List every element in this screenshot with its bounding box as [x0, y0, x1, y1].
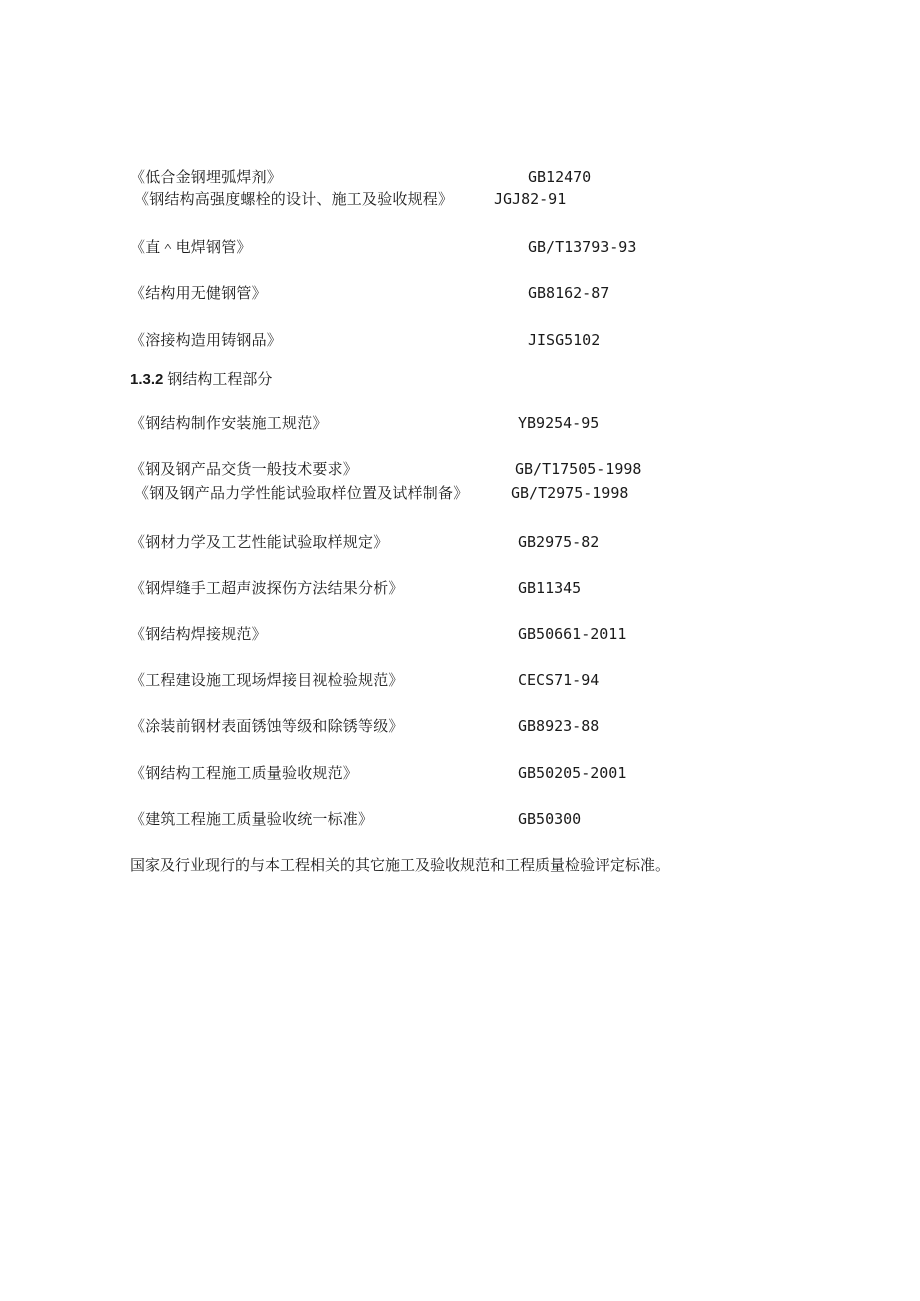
- standard-row: [0, 187, 920, 211]
- standard-row: [0, 457, 920, 481]
- standard-title: 《钢结构工程施工质量验收规范》: [130, 764, 359, 782]
- standard-row: [0, 714, 920, 738]
- standard-row: [0, 481, 920, 505]
- standard-title: 《钢结构高强度螺栓的设计、施工及验收规程》: [134, 190, 454, 208]
- standard-code: GB50661-2011: [518, 625, 627, 643]
- section-number: 1.3.2: [130, 371, 164, 388]
- standard-code: CECS71-94: [518, 671, 600, 689]
- standard-row: [0, 622, 920, 646]
- standard-title: 《钢及钢产品交货一般技术要求》: [130, 460, 359, 478]
- standard-code: GB8923-88: [518, 717, 600, 735]
- standard-title: 《溶接构造用铸钢品》: [130, 331, 283, 349]
- standard-code: GB11345: [518, 579, 582, 597]
- standard-title: 《工程建设施工现场焊接目视检验规范》: [130, 671, 404, 689]
- standard-title: 《低合金钢埋弧焊剂》: [130, 168, 283, 186]
- standard-code: JISG5102: [528, 331, 601, 349]
- standard-title: 《钢结构制作安装施工规范》: [130, 414, 328, 432]
- section-title: 钢结构工程部分: [167, 370, 273, 388]
- standard-row: [0, 328, 920, 352]
- standard-row: [0, 411, 920, 435]
- standard-title: 《涂装前钢材表面锈蚀等级和除锈等级》: [130, 717, 404, 735]
- standard-row: [0, 281, 920, 305]
- standard-code: JGJ82-91: [494, 190, 567, 208]
- standard-row: [0, 576, 920, 600]
- standard-row: [0, 165, 920, 189]
- section-heading: [0, 367, 920, 391]
- standard-row: [0, 668, 920, 692]
- standard-row: [0, 807, 920, 831]
- standard-title: 《结构用无健钢管》: [130, 284, 267, 302]
- standard-title: 《钢焊缝手工超声波探伤方法结果分析》: [130, 579, 404, 597]
- standard-code: GB/T17505-1998: [515, 460, 642, 478]
- standard-title: 《钢结构焊接规范》: [130, 625, 267, 643]
- standard-title: 《建筑工程施工质量验收统一标准》: [130, 810, 374, 828]
- standard-code: GB50300: [518, 810, 582, 828]
- standard-title: 《钢材力学及工艺性能试验取样规定》: [130, 533, 389, 551]
- closing-paragraph: [0, 853, 920, 877]
- standard-title: 《直＾电焊钢管》: [130, 238, 252, 256]
- standard-row: [0, 761, 920, 785]
- standard-code: GB/T2975-1998: [511, 484, 629, 502]
- standard-code: YB9254-95: [518, 414, 600, 432]
- closing-text: 国家及行业现行的与本工程相关的其它施工及验收规范和工程质量检验评定标准。: [130, 856, 671, 874]
- standard-code: GB50205-2001: [518, 764, 627, 782]
- standard-code: GB12470: [528, 168, 592, 186]
- standard-title: 《钢及钢产品力学性能试验取样位置及试样制备》: [134, 484, 469, 502]
- standard-row: [0, 235, 920, 259]
- standard-row: [0, 530, 920, 554]
- standard-code: GB2975-82: [518, 533, 600, 551]
- standard-code: GB8162-87: [528, 284, 610, 302]
- standard-code: GB/T13793-93: [528, 238, 637, 256]
